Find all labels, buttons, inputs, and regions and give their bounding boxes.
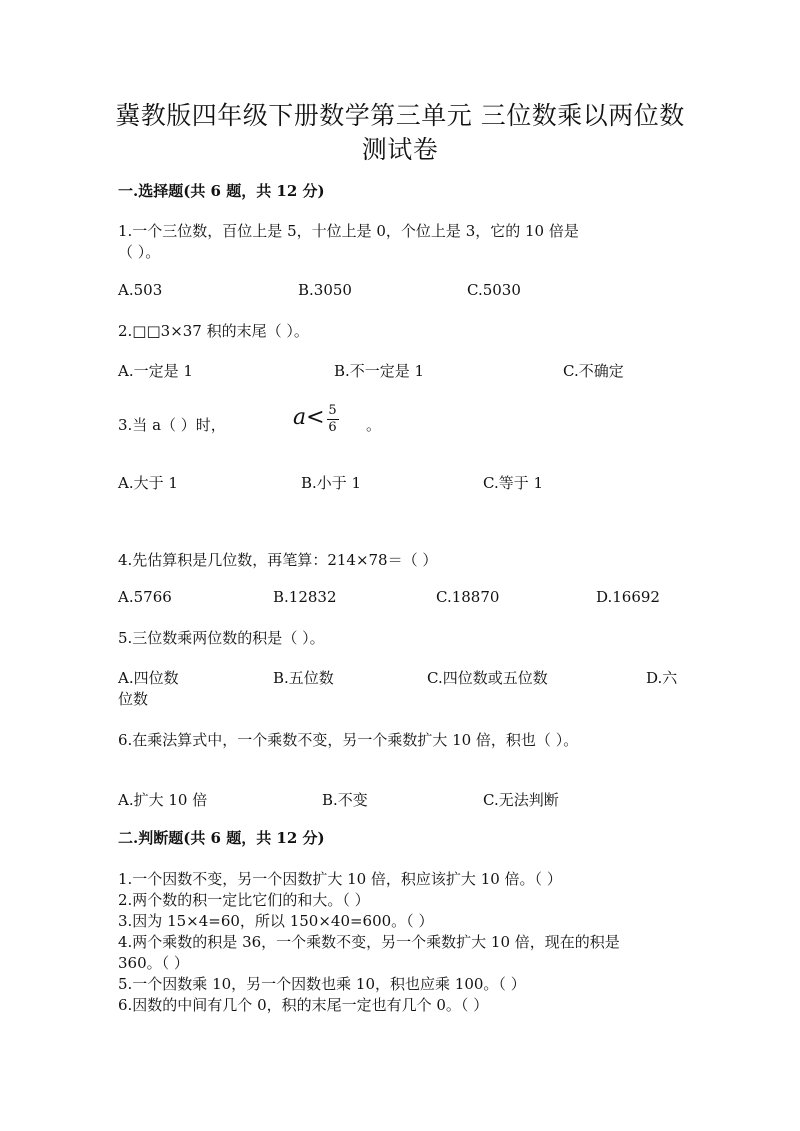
question-3-option-b: B.小于 1 xyxy=(301,474,362,492)
judge-item-4-cont: 360。（ ） xyxy=(118,954,189,972)
question-4-option-c: C.18870 xyxy=(436,588,500,606)
question-3-option-a: A.大于 1 xyxy=(118,474,178,492)
question-6-option-a: A.扩大 10 倍 xyxy=(118,791,208,809)
question-3-end: 。 xyxy=(366,416,382,434)
page-title-line2: 测试卷 xyxy=(361,135,439,164)
formula-fraction xyxy=(327,404,339,435)
question-4-option-d: D.16692 xyxy=(596,588,660,606)
question-6-option-b: B.不变 xyxy=(322,791,368,809)
fraction-numerator: 5 xyxy=(328,403,337,418)
question-4-option-b: B.12832 xyxy=(273,588,337,606)
fraction-denominator: 6 xyxy=(328,420,337,435)
question-5-option-a: A.四位数 xyxy=(118,669,179,687)
question-3-formula xyxy=(293,404,339,435)
judge-item-5: 5.一个因数乘 10，另一个因数也乘 10，积也应乘 100。（ ） xyxy=(118,975,526,993)
question-4-text: 4.先估算积是几位数，再笔算：214×78＝（ ） xyxy=(118,551,438,569)
question-6-text: 6.在乘法算式中，一个乘数不变，另一个乘数扩大 10 倍，积也（ ）。 xyxy=(118,731,579,749)
question-1-option-c: C.5030 xyxy=(467,281,521,299)
judge-item-2: 2.两个数的积一定比它们的和大。（ ） xyxy=(118,891,370,909)
question-4-option-a: A.5766 xyxy=(118,588,172,606)
formula-less-than: < xyxy=(306,405,325,430)
question-2-option-b: B.不一定是 1 xyxy=(334,362,425,380)
question-5-option-c: C.四位数或五位数 xyxy=(427,669,548,687)
section-heading-choice: 一.选择题(共 6 题，共 12 分) xyxy=(118,182,325,200)
section-heading-judge: 二.判断题(共 6 题，共 12 分) xyxy=(118,829,325,847)
formula-variable: a xyxy=(293,405,307,430)
question-3-text: 3.当 a（ ）时， xyxy=(118,416,226,434)
question-5-option-d: D.六 xyxy=(646,669,678,687)
judge-item-4: 4.两个乘数的积是 36，一个乘数不变，另一个乘数扩大 10 倍，现在的积是 xyxy=(118,933,620,951)
question-5-option-d-cont: 位数 xyxy=(118,690,149,708)
question-1-option-b: B.3050 xyxy=(298,281,352,299)
question-2-text: 2.□□3×37 积的末尾（ ）。 xyxy=(118,322,309,340)
question-5-text: 5.三位数乘两位数的积是（ ）。 xyxy=(118,629,325,647)
question-1-option-a: A.503 xyxy=(118,281,163,299)
question-3-option-c: C.等于 1 xyxy=(483,474,544,492)
question-1-text: 1.一个三位数，百位上是 5，十位上是 0，个位上是 3，它的 10 倍是 xyxy=(118,222,579,240)
question-6-option-c: C.无法判断 xyxy=(483,791,559,809)
page-title: 冀教版四年级下册数学第三单元 三位数乘以两位数 xyxy=(115,101,685,130)
judge-item-1: 1.一个因数不变，另一个因数扩大 10 倍，积应该扩大 10 倍。（ ） xyxy=(118,870,562,888)
judge-item-6: 6.因数的中间有几个 0，积的末尾一定也有几个 0。（ ） xyxy=(118,996,489,1014)
question-2-option-c: C.不确定 xyxy=(563,362,624,380)
judge-item-3: 3.因为 15×4=60，所以 150×40=600。（ ） xyxy=(118,912,434,930)
question-5-option-b: B.五位数 xyxy=(273,669,334,687)
question-1-text-cont: （ ）。 xyxy=(118,243,161,261)
question-2-option-a: A.一定是 1 xyxy=(118,362,193,380)
